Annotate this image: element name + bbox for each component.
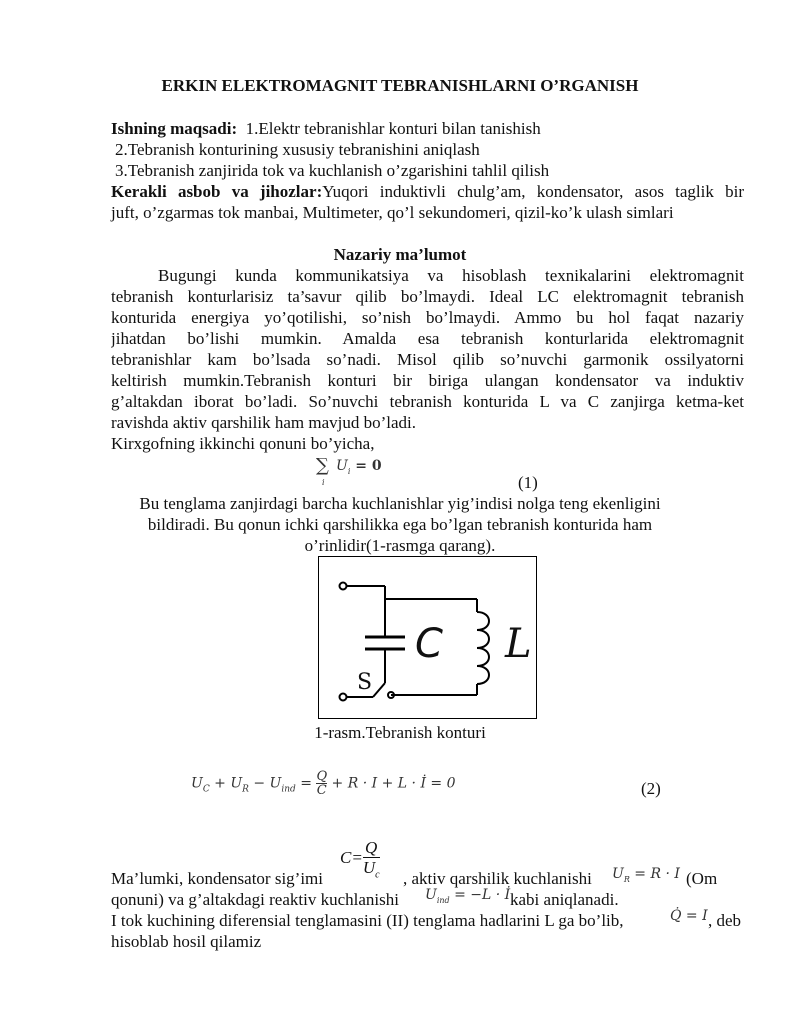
final-line-3b: , deb xyxy=(708,911,742,930)
theory-heading: Nazariy ma’lumot xyxy=(333,245,467,264)
final-line-4: hisoblab hosil qilamiz xyxy=(111,932,262,951)
uind-formula: $U_{ind} = -L$ · İ xyxy=(425,887,511,905)
final-line-2b: kabi aniqlanadi. xyxy=(510,890,619,909)
theory-line-7: g’altakdan iborat bo’ladi. So’nuvchi tebranish konturida L va C zanjirga ketma-ket xyxy=(111,392,744,411)
lc-circuit-diagram xyxy=(319,557,536,718)
eq1-sum-index: i xyxy=(322,478,325,487)
capacitor-label: C xyxy=(415,621,443,667)
figure-caption: 1-rasm.Tebranish konturi xyxy=(314,723,486,742)
eq1-number: (1) xyxy=(518,473,538,492)
purpose-label: Ishning maqsadi: xyxy=(111,119,238,138)
kirchhoff-intro: Kirxgofning ikkinchi qonuni bo’yicha, xyxy=(111,434,375,453)
theory-line-2: tebranish konturlarisiz ta’savur qilib bo’lmaydi. Ideal LC elektromagnit tebranish xyxy=(111,287,744,306)
theory-line-6: keltirish mumkin.Tebranish konturi bir biriga ulangan kondensator va induktiv xyxy=(111,371,744,390)
theory-line-4: jihatdan bo’lishi mumkin. Amalda esa tebranish konturlarida elektromagnit xyxy=(111,329,744,348)
final-line-1a: Ma’lumki, kondensator sig’imi xyxy=(111,869,324,888)
inductor-label: L xyxy=(505,621,532,667)
purpose-line-1 xyxy=(111,118,541,139)
eq2-number: (2) xyxy=(641,779,661,798)
circuit-figure xyxy=(318,556,537,719)
purpose-item-1: 1.Elektr tebranishlar konturi bilan tanishish xyxy=(245,119,541,138)
theory-line-8: ravishda aktiv qarshilik ham mavjud bo’ladi. xyxy=(111,413,416,432)
final-line-3a: I tok kuchining diferensial tenglamasini (II) tenglama hadlarini L ga bo’lib, xyxy=(111,911,624,930)
equipment-line-1 xyxy=(111,181,744,202)
top-terminal xyxy=(340,583,347,590)
theory-line-5: tebranishlar kam bo’lsada so’nadi. Misol qilib so’nuvchi garmonik ossilyatorni xyxy=(111,350,744,369)
switch-blade xyxy=(373,683,385,697)
equipment-label: Kerakli asbob va jihozlar: xyxy=(111,182,323,201)
eq1-sum-sign: ∑ xyxy=(316,455,329,476)
purpose-item-2: 2.Tebranish konturining xususiy tebranishini aniqlash xyxy=(115,140,480,159)
equipment-line-2: juft, o’zgarmas tok manbai, Multimeter, qo’l sekundomeri, qizil-ko’k ulash simlari xyxy=(111,203,674,222)
eq1-body: $U_i = 0$ xyxy=(336,458,382,476)
eq1-text-2: bildiradi. Bu qonun ichki qarshilikka ega bo’lgan tebranish konturida ham xyxy=(147,515,653,534)
eq1-text-3: o’rinlidir(1-rasmga qarang). xyxy=(304,536,496,555)
equipment-text-1: Yuqori induktivli chulg’am, kondensator, asos taglik bir xyxy=(322,182,744,201)
ur-formula: $U_R = R \cdot I$ xyxy=(612,866,680,884)
eq1-text-1: Bu tenglama zanjirdagi barcha kuchlanishlar yig’indisi nolga teng ekenligini xyxy=(139,494,661,513)
inductor-coil xyxy=(477,612,489,684)
theory-line-1: Bugungi kunda kommunikatsiya va hisoblash texnikalarini elektromagnit xyxy=(158,266,744,285)
final-line-1b: , aktiv qarshilik kuchlanishi xyxy=(403,869,592,888)
switch-label: S xyxy=(357,670,373,695)
qdot-formula: Q̇ = I xyxy=(670,908,708,924)
final-line-1c: (Om xyxy=(686,869,718,888)
final-line-2a: qonuni) va g’altakdagi reaktiv kuchlanishi xyxy=(111,890,399,909)
bottom-terminal xyxy=(340,694,347,701)
capacitance-formula: C= $\frac{Q}{U_c}$ xyxy=(340,838,380,881)
eq2-formula: $U_C + U_R - U_{ind}$ = $\frac{Q}{C}$ + R · I + L · İ = 0 xyxy=(191,769,456,798)
theory-line-3: konturida energiya yo’qotilishi, so’nish bo’lmaydi. Ammo bu hol faqat nazariy xyxy=(111,308,744,327)
purpose-item-3: 3.Tebranish zanjirida tok va kuchlanish o’zgarishini tahlil qilish xyxy=(115,161,550,180)
document-title: ERKIN ELEKTROMAGNIT TEBRANISHLARNI O’RGANISH xyxy=(161,76,639,95)
